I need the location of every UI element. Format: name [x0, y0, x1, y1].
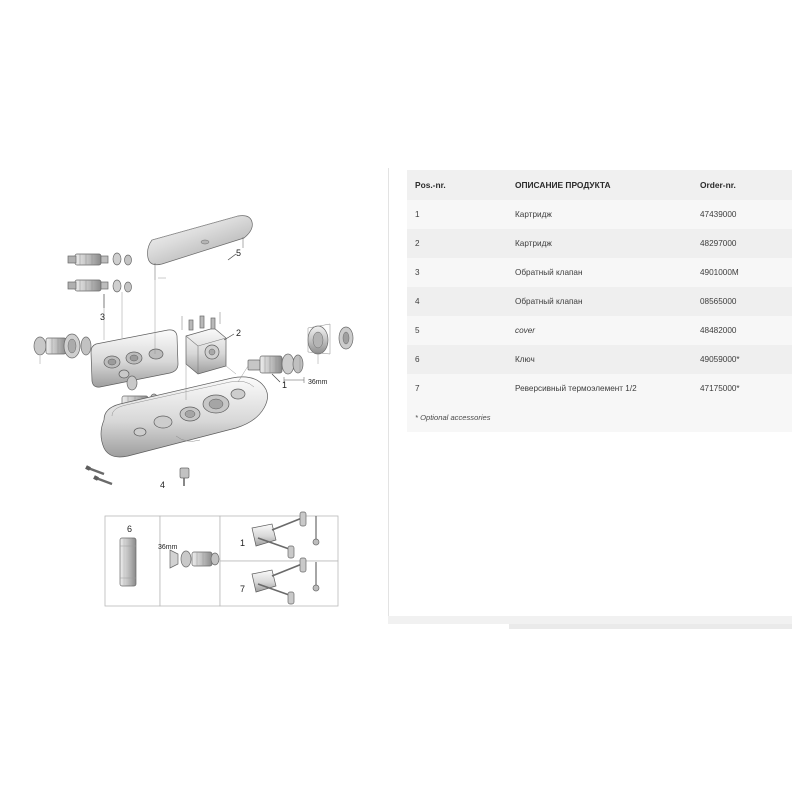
- parts-table: [407, 170, 792, 432]
- callout-6: 6: [127, 524, 133, 534]
- cell-order: 47439000: [692, 200, 792, 229]
- exploded-diagram: [0, 168, 388, 624]
- part-cartridge-2: [182, 312, 226, 374]
- cell-pos: 6: [407, 345, 507, 374]
- table-row: [407, 258, 792, 287]
- dimension-36mm-tool: 36mm: [158, 544, 178, 551]
- part-cap-ring: [308, 324, 353, 354]
- cell-pos: 4: [407, 287, 507, 316]
- part-inlet-fittings: [34, 334, 91, 358]
- cell-order: 49059000*: [692, 345, 792, 374]
- cell-description: Картридж: [507, 200, 692, 229]
- callout-2: 2: [236, 328, 242, 338]
- cell-description: Картридж: [507, 229, 692, 258]
- table-row: [407, 374, 792, 403]
- subfigure-boxes: [105, 512, 338, 606]
- cell-pos: 2: [407, 229, 507, 258]
- cell-pos: 1: [407, 200, 507, 229]
- cell-pos: 7: [407, 374, 507, 403]
- callout-step-7: 7: [240, 584, 246, 594]
- cell-order: 48482000: [692, 316, 792, 345]
- cell-description: Обратный клапан: [507, 287, 692, 316]
- part-check-valve-3: [68, 253, 132, 292]
- callout-1: 1: [282, 380, 288, 390]
- cell-pos: 5: [407, 316, 507, 345]
- callout-3: 3: [100, 312, 106, 322]
- cell-order: 47175000*: [692, 374, 792, 403]
- part-thermo-cartridge-1: [248, 354, 303, 374]
- column-header-order: Order-nr.: [692, 170, 792, 200]
- part-screws: [86, 467, 112, 484]
- table-row: [407, 229, 792, 258]
- callout-step-1: 1: [240, 538, 246, 548]
- dimension-36mm-exploded: 36mm: [308, 379, 328, 386]
- table-header-row: [407, 170, 792, 200]
- table-footnote-row: [407, 403, 792, 432]
- page-edge-strip-upper: [388, 616, 792, 624]
- table-row: [407, 200, 792, 229]
- column-header-description: ОПИСАНИЕ ПРОДУКТА: [507, 170, 692, 200]
- callout-5: 5: [236, 248, 242, 258]
- cell-pos: 3: [407, 258, 507, 287]
- part-main-body: [101, 377, 268, 457]
- column-header-pos: Pos.-nr.: [407, 170, 507, 200]
- exploded-diagram-panel: [0, 168, 389, 624]
- cell-order: 48297000: [692, 229, 792, 258]
- optional-accessories-note: * Optional accessories: [407, 403, 792, 432]
- cell-description: Реверсивный термоэлемент 1/2: [507, 374, 692, 403]
- page-edge-strip-lower: [509, 624, 792, 629]
- cell-description: cover: [507, 316, 692, 345]
- table-row: [407, 316, 792, 345]
- table-row: [407, 287, 792, 316]
- cell-description: Обратный клапан: [507, 258, 692, 287]
- cell-description: Ключ: [507, 345, 692, 374]
- table-row: [407, 345, 792, 374]
- part-plug: [180, 468, 189, 486]
- cell-order: 4901000M: [692, 258, 792, 287]
- cell-order: 08565000: [692, 287, 792, 316]
- parts-table-panel: [407, 170, 792, 480]
- callout-4: 4: [160, 480, 166, 490]
